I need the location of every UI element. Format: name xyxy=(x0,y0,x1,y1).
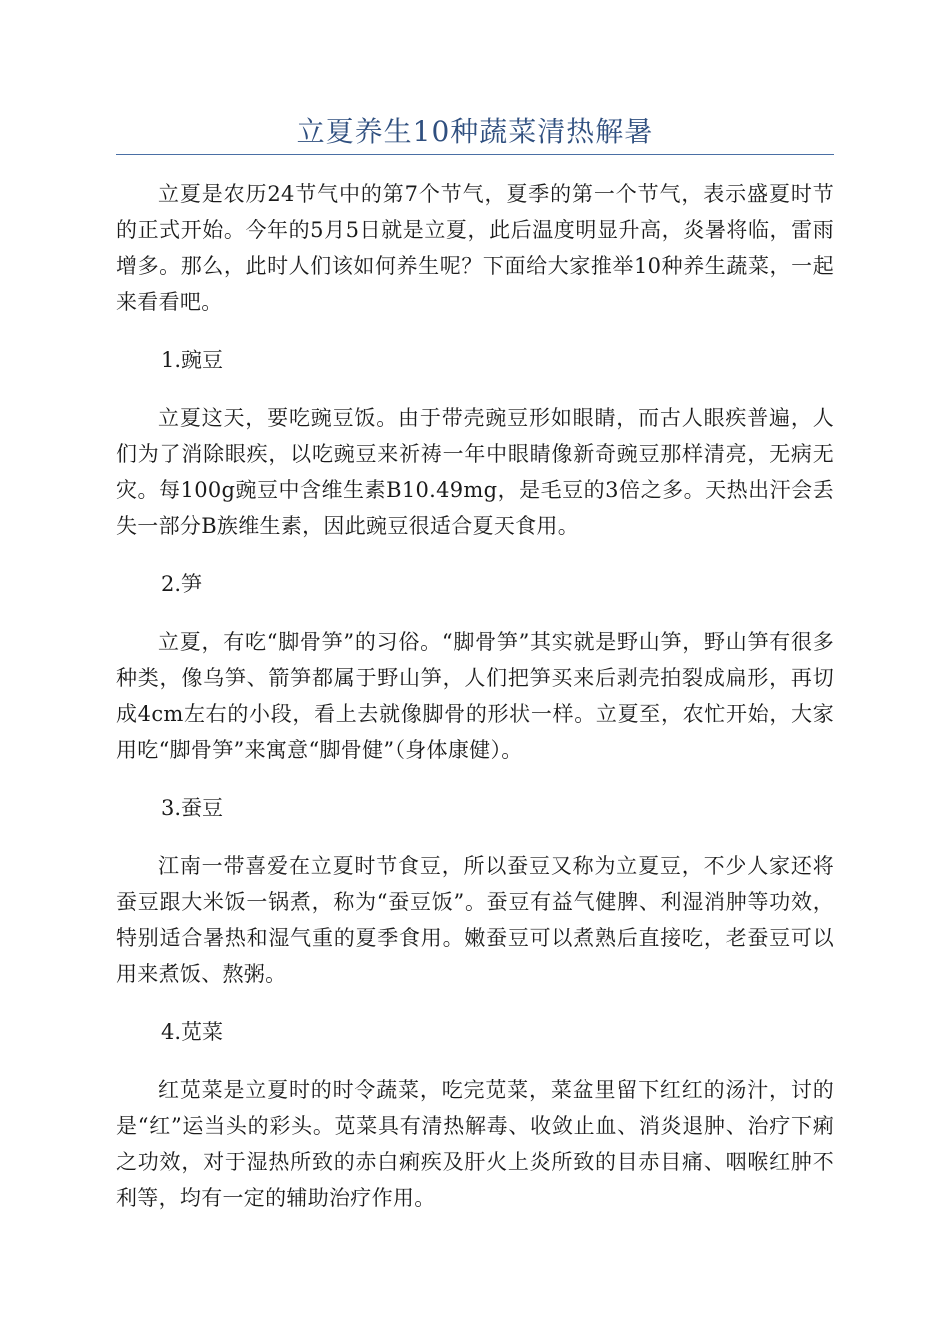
section-body-2: 立夏，有吃“脚骨笋”的习俗。“脚骨笋”其实就是野山笋，野山笋有很多种类，像乌笋、箭笋都属于野山笋，人们把笋买来后剥壳拍裂成扁形，再切成4cm左右的小段，看上去就像脚骨的形状一样。立夏至，农忙开始，大家用吃“脚骨笋”来寓意“脚骨健”（身体康健）。 xyxy=(116,630,834,762)
article-body xyxy=(116,176,834,1238)
section-body-1: 立夏这天，要吃豌豆饭。由于带壳豌豆形如眼睛，而古人眼疾普遍，人们为了消除眼疾，以吃豌豆来祈祷一年中眼睛像新奇豌豆那样清亮，无病无灾。每100g豌豆中含维生素B10.49mg，是毛豆的3倍之多。天热出汗会丢失一部分B族维生素，因此豌豆很适合夏天食用。 xyxy=(116,406,834,538)
title-underline xyxy=(116,154,834,155)
section-body-4: 红苋菜是立夏时的时令蔬菜，吃完苋菜，菜盆里留下红红的汤汁，讨的是“红”运当头的彩头。苋菜具有清热解毒、收敛止血、消炎退肿、治疗下痢之功效，对于湿热所致的赤白痢疾及肝火上炎所致的目赤目痛、咽喉红肿不利等，均有一定的辅助治疗作用。 xyxy=(116,1078,834,1210)
section-heading-2: 2.笋 xyxy=(161,572,203,596)
section-heading-1: 1.豌豆 xyxy=(161,348,224,372)
page-title: 立夏养生10种蔬菜清热解暑 xyxy=(296,115,654,148)
intro-paragraph: 立夏是农历24节气中的第7个节气，夏季的第一个节气，表示盛夏时节的正式开始。今年的5月5日就是立夏，此后温度明显升高，炎暑将临，雷雨增多。那么，此时人们该如何养生呢？下面给大家推举10种养生蔬菜，一起来看看吧。 xyxy=(116,182,834,314)
section-body-3: 江南一带喜爱在立夏时节食豆，所以蚕豆又称为立夏豆，不少人家还将蚕豆跟大米饭一锅煮，称为“蚕豆饭”。蚕豆有益气健脾、利湿消肿等功效，特别适合暑热和湿气重的夏季食用。嫩蚕豆可以煮熟后直接吃，老蚕豆可以用来煮饭、熬粥。 xyxy=(116,854,834,986)
section-heading-3: 3.蚕豆 xyxy=(161,796,224,820)
section-heading-4: 4.苋菜 xyxy=(161,1020,224,1044)
